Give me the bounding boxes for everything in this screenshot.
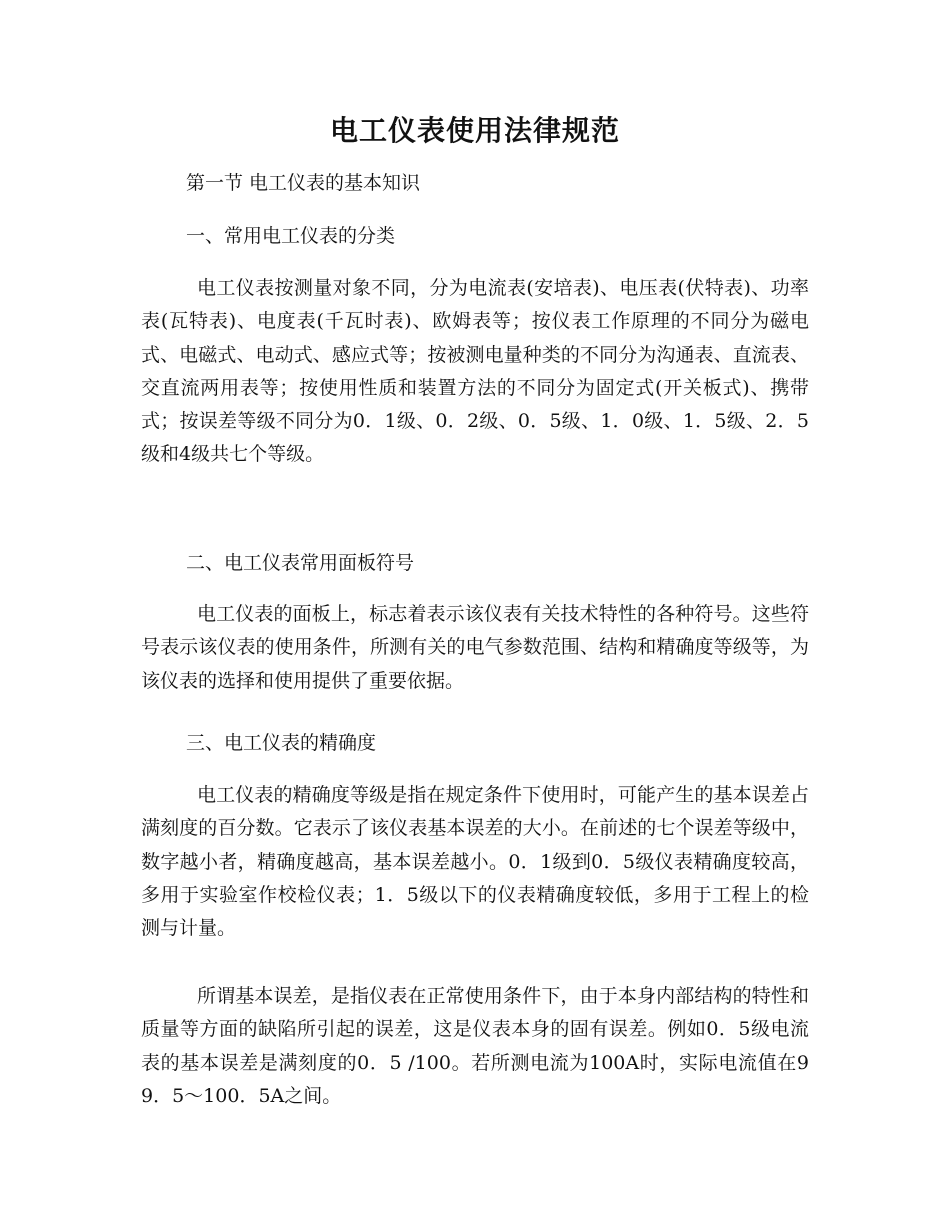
paragraph-classification: 电工仪表按测量对象不同，分为电流表(安培表)、电压表(伏特表)、功率表(瓦特表)、电度表(千瓦时表)、欧姆表等；按仪表工作原理的不同分为磁电式、电磁式、电动式、感应式等；按被测电量种类的不同分为沟通表、直流表、交直流两用表等；按使用性质和装置方法的不同分为固定式(开关板式)、携带式；按误差等级不同分为0．1级、0．2级、0．5级、1．0级、1．5级、2．5级和4级共七个等级。 [141,277,809,466]
paragraph-accuracy-grade: 电工仪表的精确度等级是指在规定条件下使用时，可能产生的基本误差占满刻度的百分数。它表示了该仪表基本误差的大小。在前述的七个误差等级中，数字越小者，精确度越高，基本误差越小。0．1级到0．5级仪表精确度较高，多用于实验室作校检仪表；1．5级以下的仪表精确度较低，多用于工程上的检测与计量。 [141,784,809,940]
paragraph-panel-symbols: 电工仪表的面板上，标志着表示该仪表有关技术特性的各种符号。这些符号表示该仪表的使用条件，所测有关的电气参数范围、结构和精确度等级等，为该仪表的选择和使用提供了重要依据。 [141,603,809,692]
document-title: 电工仪表使用法律规范 [329,114,620,147]
chapter-heading: 第一节 电工仪表的基本知识 [186,172,421,194]
section-heading-1: 一、常用电工仪表的分类 [186,225,396,247]
paragraph-basic-error: 所谓基本误差，是指仪表在正常使用条件下，由于本身内部结构的特性和质量等方面的缺陷所引起的误差，这是仪表本身的固有误差。例如0．5级电流表的基本误差是满刻度的0．5 /100。若所测电流为100A时，实际电流值在99．5～100．5A之间。 [141,985,809,1107]
section-heading-2: 二、电工仪表常用面板符号 [186,552,415,574]
section-heading-3: 三、电工仪表的精确度 [186,732,377,754]
